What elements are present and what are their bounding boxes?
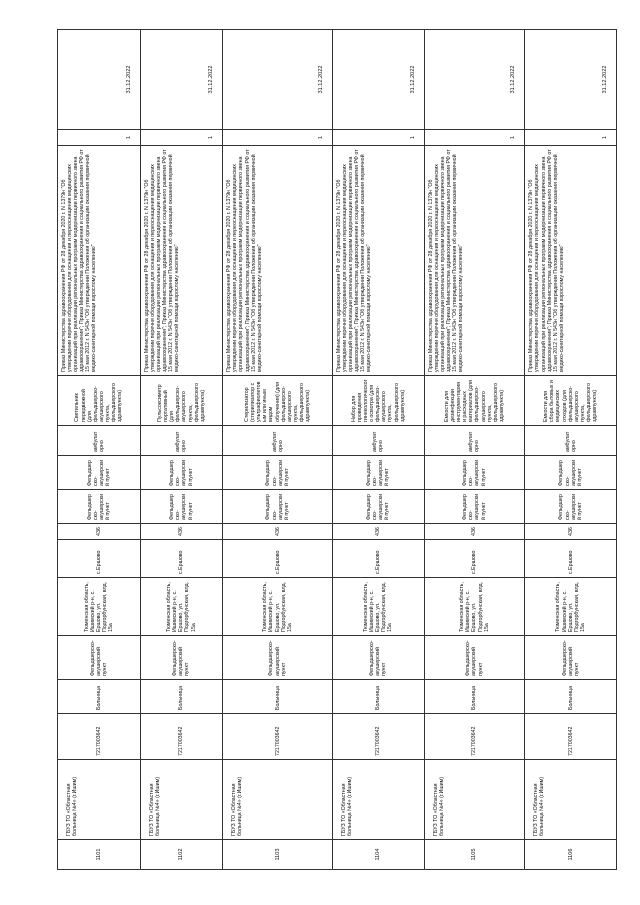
cell-unit3: Фельдшерско-акушерский пункт <box>525 456 617 490</box>
cell-org: ГБУЗ ТО «Областная больница №4» (г.Ишим) <box>223 760 333 840</box>
cell-unit: Фельдшерско-акушерский пункт <box>332 636 424 680</box>
cell-unit: Фельдшерско-акушерский пункт <box>140 636 223 680</box>
cell-unit2: Фельдшерско-акушерский пункт <box>223 490 333 524</box>
cell-inn: 7217003642 <box>58 714 141 760</box>
cell-unit3: Фельдшерско-акушерский пункт <box>58 456 141 490</box>
cell-care: амбулаторно <box>223 426 333 456</box>
cell-address: Тюменская область, Ишимский р-н, с. Ершово, ул. Подгорбунская, влд. 15а <box>332 578 424 636</box>
cell-settlement: с.Ершово <box>525 540 617 578</box>
cell-type: Больница <box>525 680 617 714</box>
cell-type: Больница <box>223 680 333 714</box>
table-row <box>223 30 333 870</box>
table-body <box>58 30 617 870</box>
cell-basis: Приказ Министерства здравоохранения РФ от 28 декабря 2020 г. N 1379н "Об утверждении перечня оборудования для оснащения и переоснащения медицинских организаций при реализации региональных программ модернизации первичного звена здравоохранения"; Приказ Министерства здравоохранения и социального развития РФ от 15 мая 2012 г. N 543н "Об утверждении Положения об организации оказания первичной медико-санитарной помощи взрослому населению" <box>58 146 141 376</box>
cell-inn: 7217003642 <box>332 714 424 760</box>
cell-basis: Приказ Министерства здравоохранения РФ от 28 декабря 2020 г. N 1379н "Об утверждении перечня оборудования для оснащения и переоснащения медицинских организаций при реализации региональных программ модернизации первичного звена здравоохранения"; Приказ Министерства здравоохранения и социального развития РФ от 15 мая 2012 г. N 543н "Об утверждении Положения об организации оказания первичной медико-санитарной помощи взрослому населению" <box>525 146 617 376</box>
cell-num: 1101 <box>58 840 141 870</box>
cell-inn: 7217003642 <box>525 714 617 760</box>
cell-settlement: с.Ершово <box>424 540 525 578</box>
cell-equipment: Пульсоксиметр портативный (для фельдшерско-акушерского пункта, фельдшерского здравпункта) <box>140 376 223 426</box>
cell-unit2: Фельдшерско-акушерский пункт <box>525 490 617 524</box>
cell-address: Тюменская область, Ишимский р-н, с. Ершово, ул. Подгорбунская, влд. 15а <box>525 578 617 636</box>
table-row <box>332 30 424 870</box>
cell-qty: 1 <box>424 130 525 146</box>
cell-org: ГБУЗ ТО «Областная больница №4» (г.Ишим) <box>525 760 617 840</box>
rotated-table-container <box>57 30 617 870</box>
cell-address: Тюменская область, Ишимский р-н, с. Ершово, ул. Подгорбунская, влд. 15а <box>58 578 141 636</box>
cell-qty: 1 <box>332 130 424 146</box>
cell-date: 31.12.2022 <box>525 30 617 130</box>
cell-basis: Приказ Министерства здравоохранения РФ от 28 декабря 2020 г. N 1379н "Об утверждении перечня оборудования для оснащения и переоснащения медицинских организаций при реализации региональных программ модернизации первичного звена здравоохранения"; Приказ Министерства здравоохранения и социального развития РФ от 15 мая 2012 г. N 543н "Об утверждении Положения об организации оказания первичной медико-санитарной помощи взрослому населению" <box>332 146 424 376</box>
cell-settlement: с.Ершово <box>140 540 223 578</box>
cell-type: Больница <box>424 680 525 714</box>
cell-code: 436 <box>58 524 141 540</box>
cell-qty: 1 <box>223 130 333 146</box>
cell-equipment: Стерилизатор (стерилизатор с ультрафиолетовым или иным видом облучения) (для фельдшерско-акушерского пункта, фельдшерского здравпункта) <box>223 376 333 426</box>
cell-org: ГБУЗ ТО «Областная больница №4» (г.Ишим) <box>424 760 525 840</box>
cell-care: амбулаторно <box>525 426 617 456</box>
cell-inn: 7217003642 <box>140 714 223 760</box>
cell-equipment: Светильник передвижной (для фельдшерско-акушерского пункта, фельдшерского здравпункта) <box>58 376 141 426</box>
cell-num: 1105 <box>424 840 525 870</box>
cell-code: 436 <box>332 524 424 540</box>
cell-unit: Фельдшерско-акушерский пункт <box>223 636 333 680</box>
cell-org: ГБУЗ ТО «Областная больница №4» (г.Ишим) <box>140 760 223 840</box>
cell-equipment: Емкости для дезинфекции инструментария и расходных материалов (для фельдшерско-акушерского пункта, фельдшерского здравпункта) <box>424 376 525 426</box>
table-row <box>525 30 617 870</box>
cell-code: 436 <box>525 524 617 540</box>
cell-care: амбулаторно <box>424 426 525 456</box>
cell-qty: 1 <box>140 130 223 146</box>
cell-basis: Приказ Министерства здравоохранения РФ от 28 декабря 2020 г. N 1379н "Об утверждении перечня оборудования для оснащения и переоснащения медицинских организаций при реализации региональных программ модернизации первичного звена здравоохранения"; Приказ Министерства здравоохранения и социального развития РФ от 15 мая 2012 г. N 543н "Об утверждении Положения об организации оказания первичной медико-санитарной помощи взрослому населению" <box>140 146 223 376</box>
cell-unit2: Фельдшерско-акушерский пункт <box>58 490 141 524</box>
cell-code: 436 <box>140 524 223 540</box>
cell-care: амбулаторно <box>332 426 424 456</box>
cell-unit2: Фельдшерско-акушерский пункт <box>332 490 424 524</box>
cell-code: 436 <box>424 524 525 540</box>
cell-equipment: Набор для проведения гинекологического осмотра (для фельдшерско-акушерского пункта, фельдшерского здравпункта) <box>332 376 424 426</box>
table-row <box>140 30 223 870</box>
cell-settlement: с.Ершово <box>58 540 141 578</box>
cell-org: ГБУЗ ТО «Областная больница №4» (г.Ишим) <box>58 760 141 840</box>
cell-unit3: Фельдшерско-акушерский пункт <box>140 456 223 490</box>
cell-unit2: Фельдшерско-акушерский пункт <box>140 490 223 524</box>
cell-inn: 7217003642 <box>223 714 333 760</box>
cell-date: 31.12.2022 <box>140 30 223 130</box>
cell-unit: Фельдшерско-акушерский пункт <box>525 636 617 680</box>
cell-unit2: Фельдшерско-акушерский пункт <box>424 490 525 524</box>
cell-unit3: Фельдшерско-акушерский пункт <box>223 456 333 490</box>
cell-unit3: Фельдшерско-акушерский пункт <box>332 456 424 490</box>
cell-qty: 1 <box>525 130 617 146</box>
cell-org: ГБУЗ ТО «Областная больница №4» (г.Ишим) <box>332 760 424 840</box>
table-row <box>58 30 141 870</box>
cell-type: Больница <box>58 680 141 714</box>
cell-inn: 7217003642 <box>424 714 525 760</box>
cell-care: амбулаторно <box>140 426 223 456</box>
cell-settlement: с.Ершово <box>223 540 333 578</box>
cell-unit: Фельдшерско-акушерский пункт <box>58 636 141 680</box>
cell-unit: Фельдшерско-акушерский пункт <box>424 636 525 680</box>
cell-date: 31.12.2022 <box>223 30 333 130</box>
cell-num: 1106 <box>525 840 617 870</box>
cell-address: Тюменская область, Ишимский р-н, с. Ершово, ул. Подгорбунская, влд. 15а <box>223 578 333 636</box>
cell-code: 436 <box>223 524 333 540</box>
cell-basis: Приказ Министерства здравоохранения РФ от 28 декабря 2020 г. N 1379н "Об утверждении перечня оборудования для оснащения и переоснащения медицинских организаций при реализации региональных программ модернизации первичного звена здравоохранения"; Приказ Министерства здравоохранения и социального развития РФ от 15 мая 2012 г. N 543н "Об утверждении Положения об организации оказания первичной медико-санитарной помощи взрослому населению" <box>424 146 525 376</box>
cell-unit3: Фельдшерско-акушерский пункт <box>424 456 525 490</box>
cell-date: 31.12.2022 <box>58 30 141 130</box>
cell-settlement: с.Ершово <box>332 540 424 578</box>
cell-address: Тюменская область, Ишимский р-н, с. Ершово, ул. Подгорбунская, влд. 15а <box>424 578 525 636</box>
cell-date: 31.12.2022 <box>332 30 424 130</box>
cell-type: Больница <box>140 680 223 714</box>
cell-num: 1102 <box>140 840 223 870</box>
cell-date: 31.12.2022 <box>424 30 525 130</box>
cell-care: амбулаторно <box>58 426 141 456</box>
cell-address: Тюменская область, Ишимский р-н, с. Ершово, ул. Подгорбунская, влд. 15а <box>140 578 223 636</box>
table-row <box>424 30 525 870</box>
cell-num: 1103 <box>223 840 333 870</box>
cell-type: Больница <box>332 680 424 714</box>
cell-qty: 1 <box>58 130 141 146</box>
cell-equipment: Емкости для сбора бытовых и медицинских отходов (для фельдшерско-акушерского пункта, фельдшерского здравпункта) <box>525 376 617 426</box>
cell-basis: Приказ Министерства здравоохранения РФ от 28 декабря 2020 г. N 1379н "Об утверждении перечня оборудования для оснащения и переоснащения медицинских организаций при реализации региональных программ модернизации первичного звена здравоохранения"; Приказ Министерства здравоохранения и социального развития РФ от 15 мая 2012 г. N 543н "Об утверждении Положения об организации оказания первичной медико-санитарной помощи взрослому населению" <box>223 146 333 376</box>
cell-num: 1104 <box>332 840 424 870</box>
equipment-table <box>57 29 617 870</box>
